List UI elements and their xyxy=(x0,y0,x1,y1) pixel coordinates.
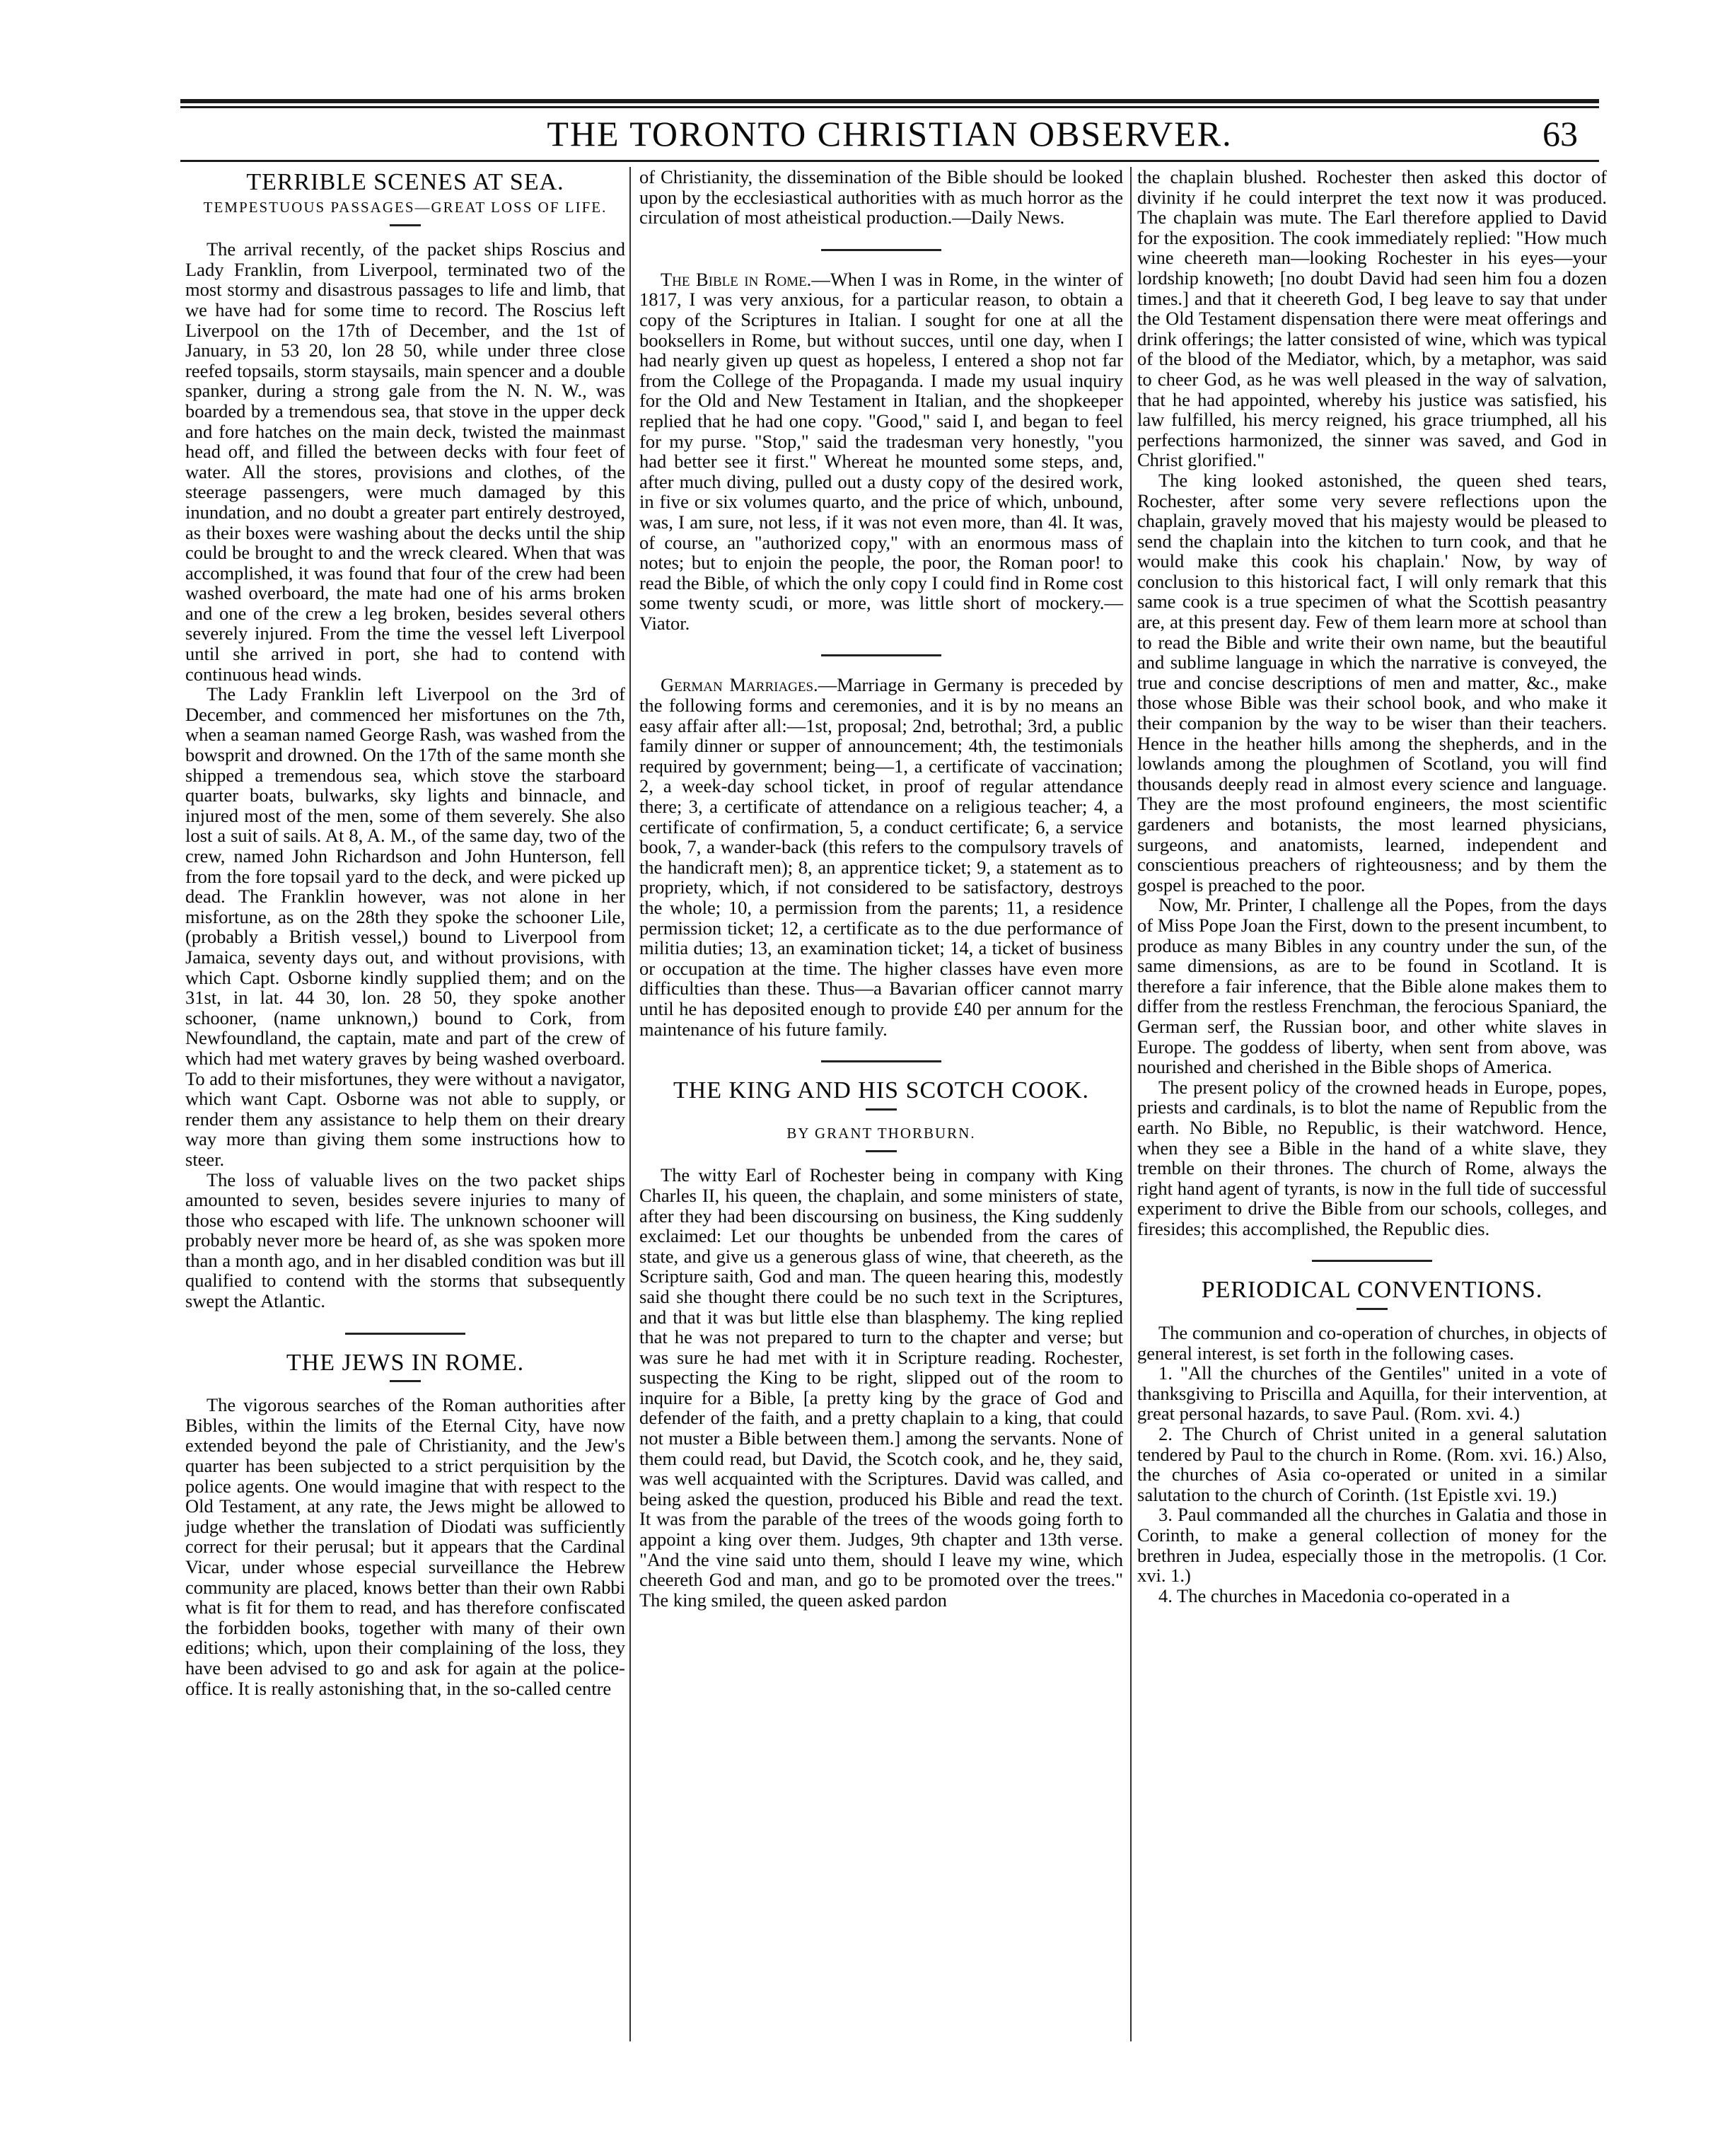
article-byline: BY GRANT THORBURN. xyxy=(786,1124,976,1142)
column-3 xyxy=(1137,167,1607,1606)
masthead-rule xyxy=(180,160,1599,162)
article-paragraph xyxy=(639,675,1123,1039)
masthead xyxy=(180,113,1599,158)
short-rule xyxy=(390,1380,421,1382)
article-paragraph: The loss of valuable lives on the two packet ships amounted to seven, besides severe injuries to many of those who escaped with life. The unknown schooner will probably never more be heard of, as she was spoken more than a month ago, and in her disabled condition was but ill qualified to contend with the storms that subsequently swept the Atlantic. xyxy=(185,1169,625,1312)
article-heading: THE KING AND HIS SCOTCH COOK. xyxy=(673,1077,1090,1104)
list-item: 4. The churches in Macedonia co-operated in a xyxy=(1158,1584,1510,1606)
top-rule xyxy=(180,99,1599,103)
section-rule xyxy=(821,1060,941,1062)
short-rule xyxy=(1356,1308,1388,1310)
article-paragraph: The witty Earl of Rochester being in company with King Charles II, his queen, the chaplain, and some ministers of state, after they had been discoursing on business, the King suddenly exclaimed: Let our thoughts be unbended from the cares of state, and give us a generous glass of wine, that cheereth, as the Scripture saith, God and man. The queen hearing this, modestly said she thought there could be no such text in the Scriptures, and that it was but little else than blasphemy. The king replied that he was not prepared to turn to the chapter and verse; but was sure he had met with it in Scripture reading. Rochester, suspecting the King to be right, slipped out of the room to inquire for a Bible, [a pretty king by the grace of God and defender of the faith, and a pretty chaplain to a king, that could not muster a Bible between them.] among the servants. None of them could read, but David, the Scotch cook, and he, they said, was well acquainted with the Scriptures. David was called, and being asked the question, produced his Bible and read the text. It was from the parable of the trees of the woods going forth to appoint a king over them. Judges, 9th chapter and 13th verse. "And the vine said unto them, should I leave my wine, which cheereth God and man, and go to be promoted over the trees." The king smiled, the queen asked pardon xyxy=(639,1164,1123,1611)
short-rule xyxy=(390,224,421,226)
section-rule xyxy=(345,1333,465,1335)
article-paragraph: The communion and co-operation of churches, in objects of general interest, is set forth in the following cases. xyxy=(1137,1322,1607,1364)
page-number: 63 xyxy=(1542,114,1578,153)
article-paragraph: The present policy of the crowned heads in Europe, popes, priests and cardinals, is to blot the name of Republic from the earth. No Bible, no Republic, is their watchword. Hence, when they see a Bible in the hand of a white slave, they tremble on their thrones. The church of Rome, always the right hand agent of tyrants, is now in the full tide of successful experiment to drive the Bible from our schools, colleges, and firesides; this accomplished, the Republic dies. xyxy=(1137,1076,1607,1239)
article-text: —When I was in Rome, in the winter of 1817, I was very anxious, for a particular reason, to obtain a copy of the Scriptures in Italian. I sought for one at all the booksellers in Rome, but without succes, until one day, when I had nearly given up quest as hopeless, I entered a shop not far from the College of the Propaganda. I made my usual inquiry for the Old and New Testament in Italian, and the shopkeeper replied that he had one copy. "Good," said I, and began to feel for my purse. "Stop," said the tradesman very honestly, "you had better see it first." Whereat he mounted some steps, and, after much diving, pulled out a dusty copy of the desired work, in five or six volumes quarto, and the price of which, unbound, was, I am sure, not less, if it was not even more, than 4l. It was, of course, an "authorized copy," with an enormous mass of notes; but to enjoin the people, the poor, the Roman poor! to read the Bible, of which the only copy I could find in Rome cost some twenty scudi, or more, was little short of mockery.—Viator. xyxy=(639,268,1123,634)
section-rule xyxy=(821,654,941,656)
column-divider xyxy=(629,167,631,2041)
article-paragraph: The king looked astonished, the queen shed tears, Rochester, after some very severe reflections upon the chaplain, gravely moved that his majesty would be pleased to send the chaplain into the kitchen to turn cook, and that he would make this cook his chaplain.' Now, by way of conclusion to this historical fact, I will only remark that this same cook is a true specimen of what the Scottish peasantry are, at this present day. Few of them learn more at school than to read the Bible and write their own name, but the beautiful and sublime language in which the narrative is conveyed, the true and concise descriptions of men and matter, &c., make those whose Bible was their school book, and who make it their companion by the way to be wiser than their teachers. Hence in the heather hills among the shepherds, and in the lowlands among the ploughmen of Scotland, you will find thousands deeply read in almost every science and language. They are the most profound engineers, the most scientific gardeners and botanists, the most learned physicians, surgeons, and anatomists, learned, independent and conscientious preachers of righteousness; and by them the gospel is preached to the poor. xyxy=(1137,469,1607,896)
short-rule xyxy=(866,1150,897,1152)
article-paragraph: The arrival recently, of the packet ships Roscius and Lady Franklin, from Liverpool, terminated two of the most stormy and disastrous passages to life and limb, that we have had for some time to record. The Roscius left Liverpool on the 17th of December, and the 1st of January, in 53 20, lon 28 50, while under three close reefed topsails, storm staysails, main spencer and a double spanker, during a strong gale from the N. N. W., was boarded by a tremendous sea, that stove in the upper deck and fore hatches on the main deck, twisted the mainmast head off, and filled the between decks with four feet of water. All the stores, provisions and clothes, of the steerage passengers, were much damaged by this inundation, and no doubt a greater part entirely destroyed, as their boxes were washing about the decks until the ship could be brought to and the wreck cleared. When that was accomplished, it was found that four of the crew had been washed overboard, the mate had one of his arms broken and one of the crew a leg broken, besides several others severely injured. From the time the vessel left Liverpool until she arrived in port, she had to contend with continuous head winds. xyxy=(185,238,625,685)
article-paragraph: The vigorous searches of the Roman authorities after Bibles, within the limits of the Eternal City, have now extended beyond the pale of Christianity, and the Jew's quarter has been subjected to a strict perquisition by the police agents. One would imagine that with respect to the Old Testament, at any rate, the Jews might be allowed to judge whether the translation of Diodati was sufficiently correct for their perusal; but it appears that the Cardinal Vicar, under whose especial surveillance the Hebrew community are placed, knows better than their own Rabbi what is fit for them to read, and has therefore confiscated the forbidden books, together with many of their own editions; which, upon their complaining of the loss, they have been advised to go and ask for again at the police-office. It is really astonishing that, in the so-called centre xyxy=(185,1394,625,1699)
article-paragraph: Now, Mr. Printer, I challenge all the Popes, from the days of Miss Pope Joan the First, down to the present incumbent, to produce as many Bibles in any country under the sun, of the same dimensions, as are to be found in Scotland. It is therefore a fair inference, that the Bible alone makes them to differ from the restless Frenchman, the ferocious Spaniard, the German serf, the Russian boor, and other white slaves in Europe. The goddess of liberty, when sent from above, was nourished and cherished in the Bible shops of America. xyxy=(1137,894,1607,1078)
article-continuation: of Christianity, the dissemination of the Bible should be looked upon by the ecclesiastical authorities with as much horror as the circulation of most atheistical production.—Daily News. xyxy=(639,166,1123,228)
article-paragraph xyxy=(639,270,1123,634)
article-lead: The Bible in Rome. xyxy=(661,268,812,290)
list-item: 2. The Church of Christ united in a general salutation tendered by Paul to the church in Rome. (Rom. xvi. 16.) Also, the churches of Asia co-operated or united in a similar salutation to the church of Corinth. (1st Epistle xvi. 19.) xyxy=(1137,1423,1607,1505)
article-continuation: the chaplain blushed. Rochester then asked this doctor of divinity if he could interpret the text now it was produced. The chaplain was mute. The Earl therefore applied to David for the exposition. The cook immediately replied: "How much wine cheereth man—looking Rochester in his eyes—your lordship knoweth; [no doubt David had seen him fou a dozen times.] and that it cheereth God, I beg leave to say that under the Old Testament dispensation there were meat offerings and drink offerings; the latter consisted of wine, which was typical of the blood of the Mediator, which, by a metaphor, was said to cheer God, as he was well pleased in the way of salvation, that he had appointed, whereby his justice was satisfied, his law fulfilled, his mercy reigned, his grace triumphed, all his perfections harmonized, the sinner was saved, and God in Christ glorified." xyxy=(1137,166,1607,471)
newspaper-title: THE TORONTO CHRISTIAN OBSERVER. xyxy=(547,114,1233,153)
article-subheading: TEMPESTUOUS PASSAGES—GREAT LOSS OF LIFE. xyxy=(203,198,608,216)
article-text: —Marriage in Germany is preceded by the following forms and ceremonies, and it is by no means an easy affair after all:—1st, proposal; 2nd, betrothal; 3rd, a public family dinner or supper of announcement; 4th, the testimonials required by government; being—1, a certificate of vaccination; 2, a week-day school ticket, in proof of regular attendance there; 3, a certificate of attendance on a religious teacher; 4, a certificate of confirmation, 5, a conduct certificate; 6, a service book, 7, a wander-back (this refers to the compulsory travels of the handicraft men); 8, an apprentice ticket; 9, a statement as to propriety, which, if not considered to be satisfactory, destroys the whole; 10, a permission from the parents; 11, a residence permission ticket; 12, a certificate as to the due performance of militia duties; 13, an examination ticket; 14, a ticket of business or occupation at the time. The higher classes have even more difficulties than these. Thus—a Bavarian officer cannot marry until he has deposited enough to provide £40 per annum for the maintenance of his future family. xyxy=(639,674,1123,1040)
list-item: 1. "All the churches of the Gentiles" united in a vote of thanksgiving to Priscilla and Aquilla, for their intervention, at great personal hazards, to save Paul. (Rom. xvi. 4.) xyxy=(1137,1362,1607,1425)
article-lead: German Marriages. xyxy=(661,674,818,696)
article-heading: PERIODICAL CONVENTIONS. xyxy=(1201,1277,1543,1304)
section-rule xyxy=(1312,1260,1432,1262)
article-heading: THE JEWS IN ROME. xyxy=(286,1349,525,1376)
short-rule xyxy=(866,1108,897,1111)
article-heading: TERRIBLE SCENES AT SEA. xyxy=(246,169,564,195)
top-rule-thin xyxy=(180,106,1599,108)
column-1 xyxy=(185,167,625,1698)
column-divider xyxy=(1130,167,1132,2041)
list-item: 3. Paul commanded all the churches in Galatia and those in Corinth, to make a general collection of money for the brethren in Judea, especially those in the metropolis. (1 Cor. xvi. 1.) xyxy=(1137,1504,1607,1587)
article-paragraph: The Lady Franklin left Liverpool on the 3rd of December, and commenced her misfortunes on the 7th, when a seaman named George Rash, was washed from the bowsprit and drowned. On the 17th of the same month she shipped a tremendous sea, which stove the starboard quarter boats, bulwarks, sky lights and binnacle, and injured most of the men, some of them severely. She also lost a suit of sails. At 8, A. M., of the same day, two of the crew, named John Richardson and John Hunterson, fell from the fore topsail yard to the deck, and were picked up dead. The Franklin however, was not alone in her misfortune, as on the 28th they spoke the schooner Lile, (probably a British vessel,) bound to Liverpool from Jamaica, seventy days out, and without provisions, with which Capt. Osborne kindly supplied them; and on the 31st, in lat. 44 30, lon. 28 50, they spoke another schooner, (name unknown,) bound to Cork, from Newfoundland, the captain, mate and part of the crew of which had met watery graves by being washed overboard. To add to their misfortunes, they were without a navigator, which want Capt. Osborne was not able to supply, or render them any assistance to help them on their dreary way more than giving them some instructions how to steer. xyxy=(185,683,625,1170)
section-rule xyxy=(821,249,941,251)
column-2 xyxy=(639,167,1123,1610)
